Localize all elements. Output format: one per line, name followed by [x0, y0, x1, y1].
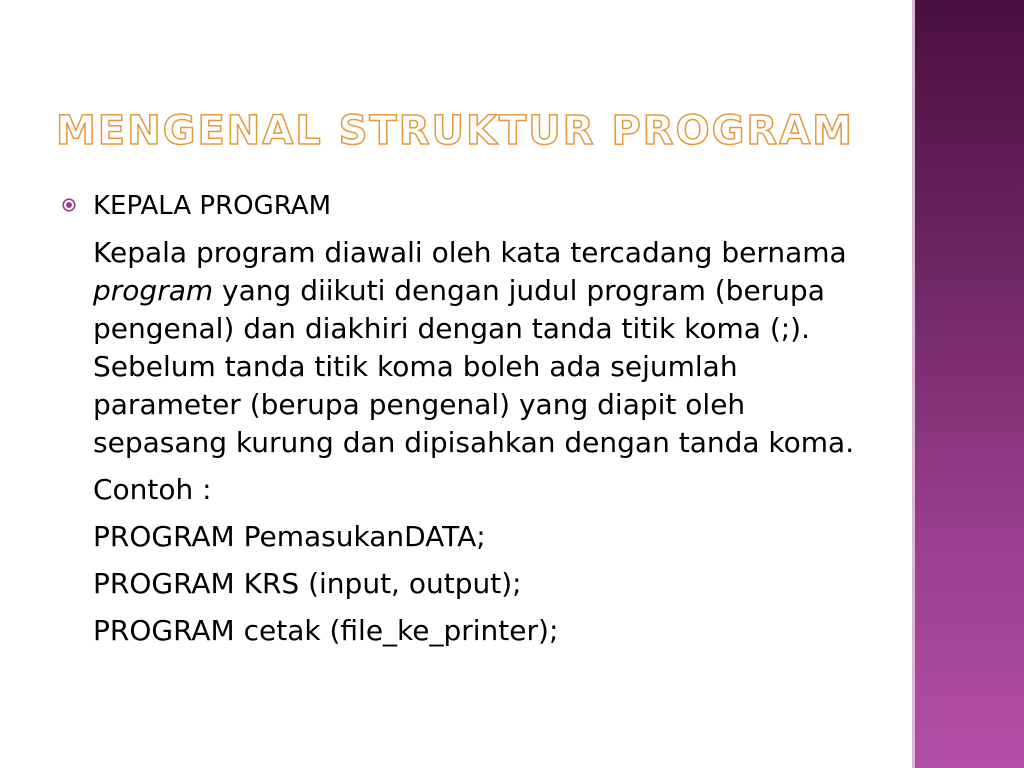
example-line: PROGRAM PemasukanDATA; [93, 520, 486, 553]
example-line: PROGRAM cetak (file_ke_printer); [93, 614, 559, 647]
decorative-side-band [912, 0, 1024, 768]
paragraph-text-part2: yang diikuti dengan judul program (berupa pengenal) dan diakhiri dengan tanda titik koma (;). Sebelum tanda titik koma boleh ada sejumlah parameter (berupa pengenal) yang diapit oleh sepasang kurung dan dipisahkan dengan tanda koma. [93, 274, 855, 459]
radio-bullet-icon [62, 198, 76, 212]
paragraph-emphasis: program [93, 274, 214, 307]
slide-title: MENGENAL STRUKTUR PROGRAM [56, 108, 854, 154]
bullet-heading: KEPALA PROGRAM [93, 191, 331, 221]
side-band-edge [912, 0, 915, 768]
slide-content [62, 186, 862, 650]
example-label: Contoh : [93, 473, 212, 506]
description-paragraph [93, 234, 862, 462]
paragraph-text-part1: Kepala program diawali oleh kata tercadang bernama [93, 236, 847, 269]
example-line: PROGRAM KRS (input, output); [93, 567, 522, 600]
bullet-item [62, 186, 862, 226]
